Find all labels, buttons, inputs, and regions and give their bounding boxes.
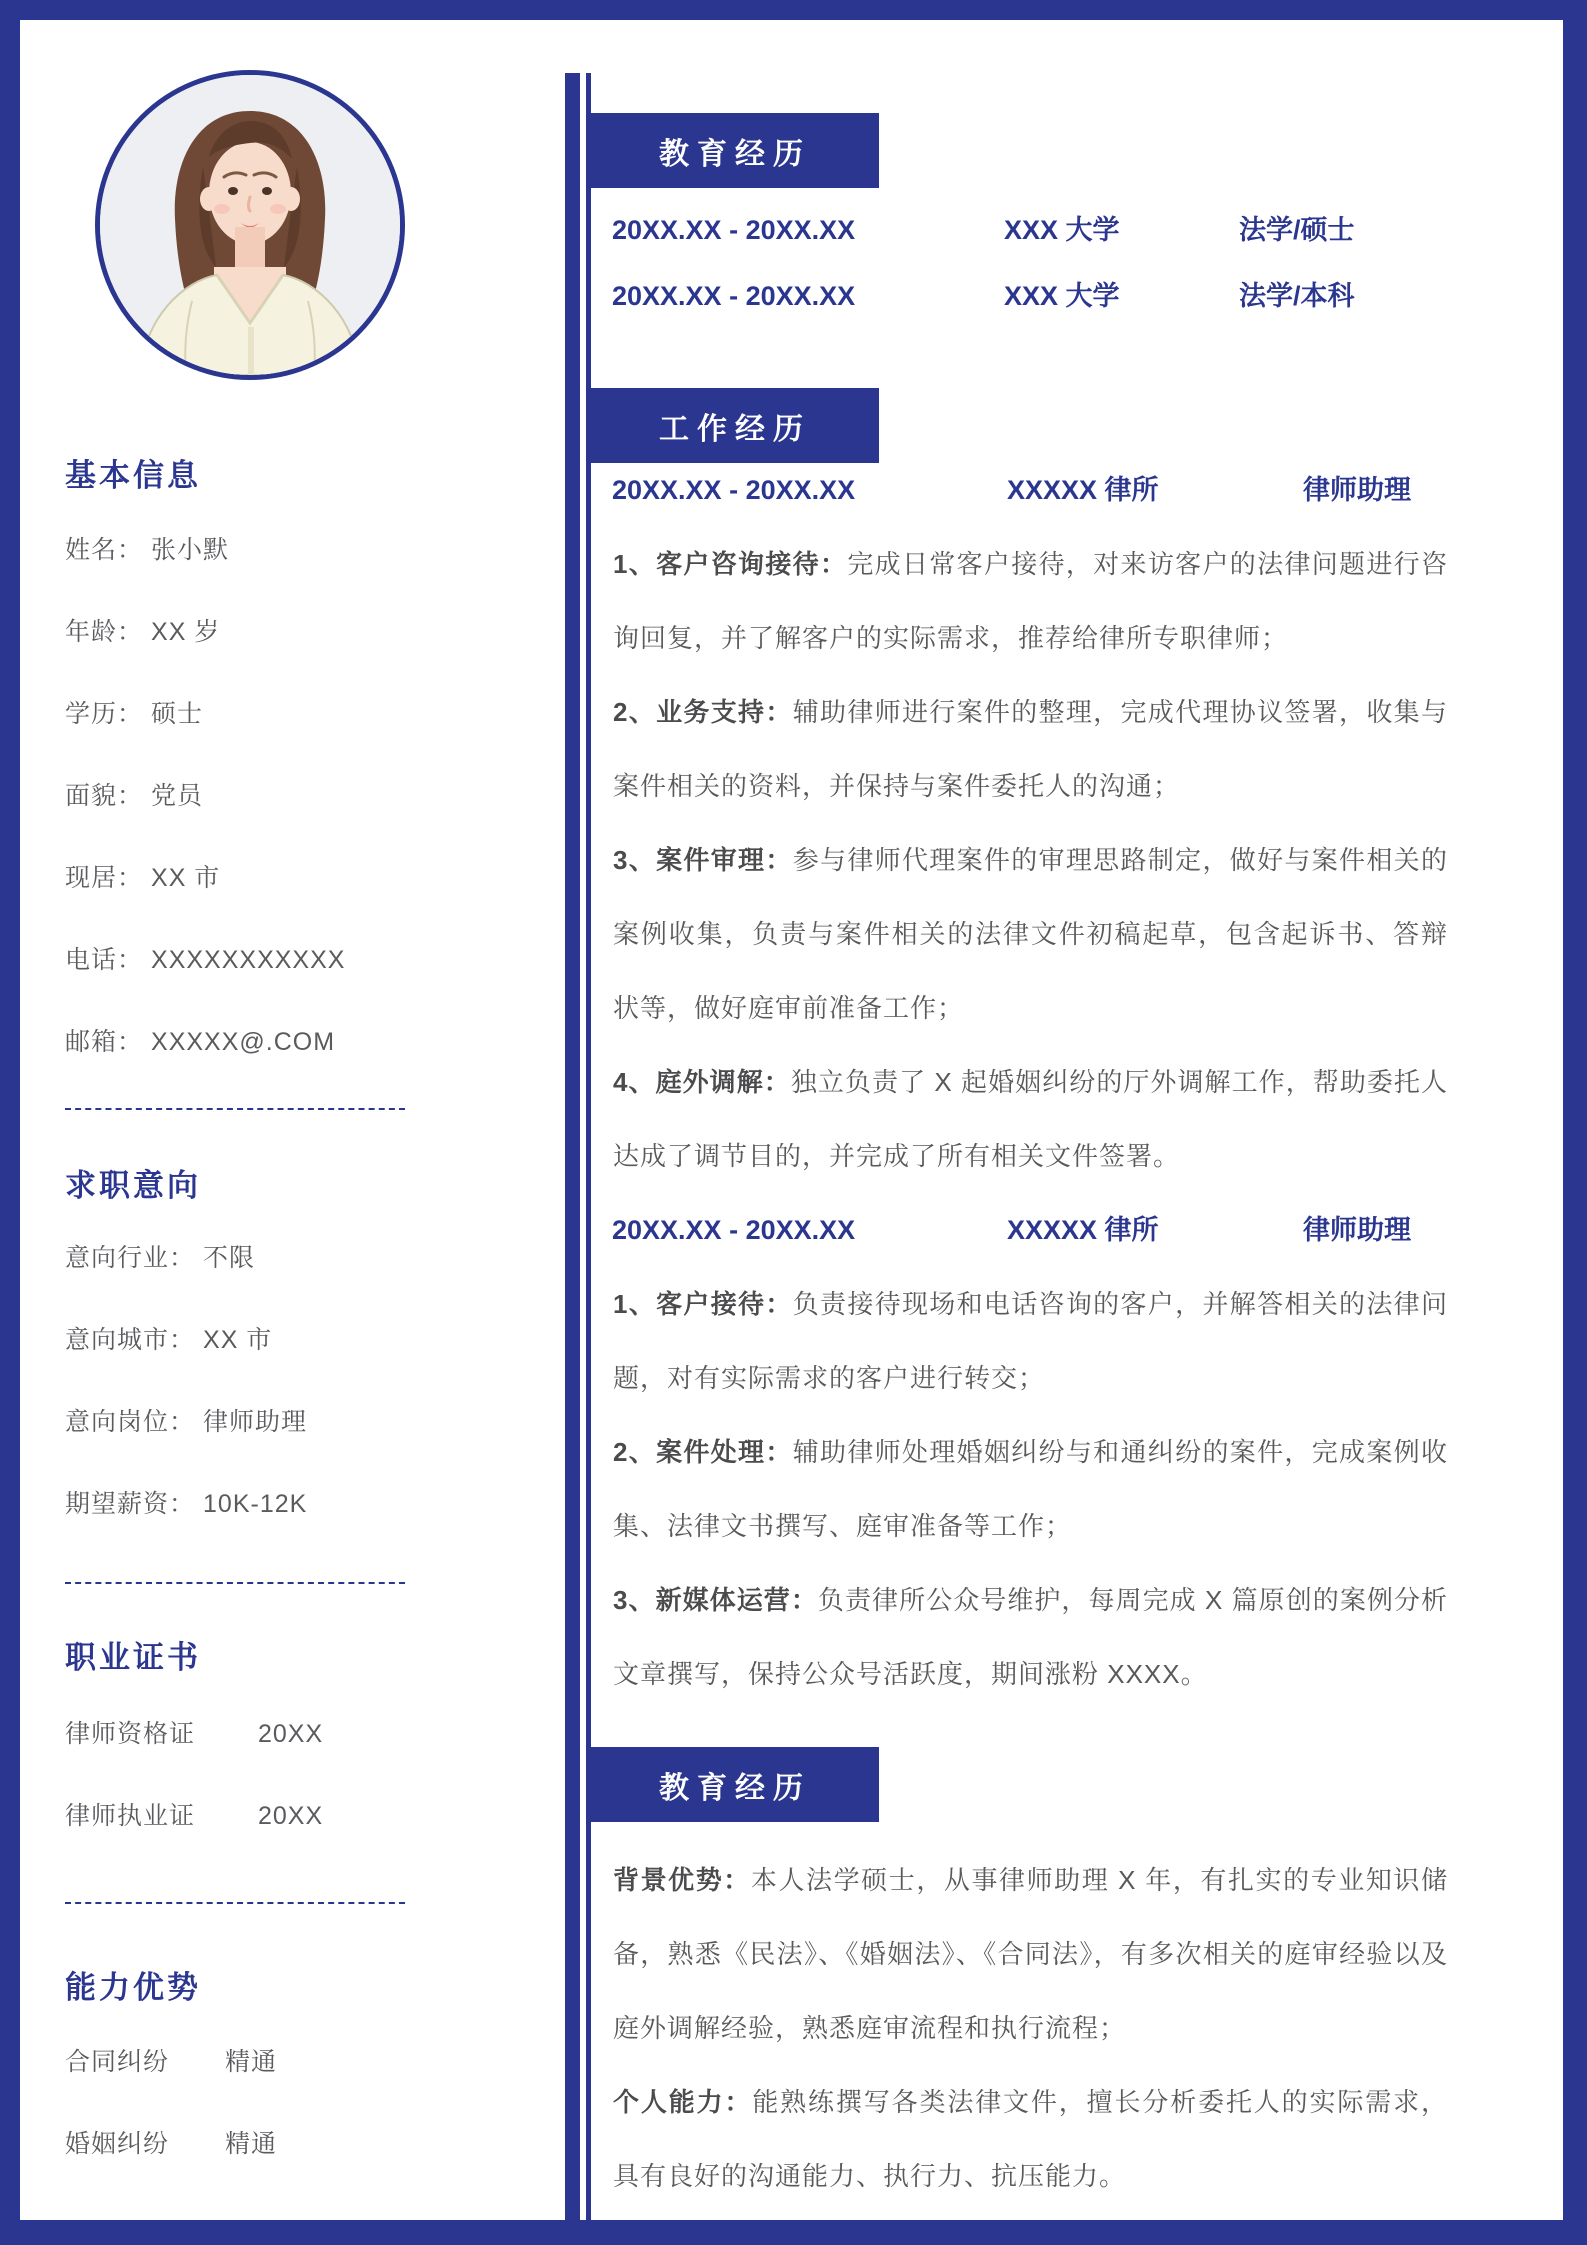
duty-lead: 4、庭外调解：: [613, 1067, 791, 1097]
intent-industry: [65, 1236, 410, 1280]
duty-item: [613, 1415, 1448, 1563]
work-period: 20XX.XX - 20XX.XX: [612, 1215, 856, 1245]
frame-border-left: [0, 0, 20, 2245]
intent-city: [65, 1318, 410, 1362]
ability-name: 合同纠纷: [65, 2048, 170, 2076]
duty-item: [613, 1267, 1448, 1415]
duty-lead: 3、案件审理：: [613, 845, 793, 875]
work-role: 律师助理: [1303, 1215, 1411, 1245]
evaluation-text: 能熟练撰写各类法律文件，擅长分析委托人的实际需求，具有良好的沟通能力、执行力、抗压能力。: [613, 2087, 1448, 2191]
duty-lead: 3、新媒体运营：: [613, 1585, 818, 1615]
basic-info-education: [65, 692, 410, 736]
evaluation-paragraph: [613, 2065, 1448, 2213]
basic-info-phone: [65, 938, 410, 982]
avatar-illustration-icon: [100, 75, 400, 375]
duty-item: [613, 1045, 1448, 1193]
evaluation-text: 本人法学硕士，从事律师助理 X 年，有扎实的专业知识储备，熟悉《民法》、《婚姻法》、《合同法》，有多次相关的庭审经验以及庭外调解经验，熟悉庭审流程和执行流程；: [613, 1865, 1448, 2043]
field-value: 10K-12K: [203, 1490, 308, 1518]
evaluation-paragraph: [613, 1843, 1448, 2065]
field-value: XX 市: [203, 1326, 273, 1354]
column-separator-thick: [565, 73, 580, 2220]
education-degree: 法学/本科: [1239, 281, 1355, 311]
duty-item: [613, 675, 1448, 823]
work-duties: [613, 1267, 1448, 1711]
field-value: 律师助理: [203, 1408, 308, 1436]
basic-info-email: [65, 1020, 410, 1064]
field-value: XX 岁: [151, 618, 221, 646]
basic-info-age: [65, 610, 410, 654]
section-title-job-intent: 求职意向: [65, 1168, 201, 1203]
basic-info-city: [65, 856, 410, 900]
field-value: 党员: [151, 782, 204, 810]
frame-border-right: [1563, 0, 1587, 2245]
field-value: 张小默: [151, 536, 230, 564]
frame-border-top: [0, 0, 1587, 20]
section-title-abilities: 能力优势: [65, 1970, 201, 2005]
section-title-certificates: 职业证书: [65, 1640, 201, 1675]
section-header-work: 工作经历: [591, 388, 879, 463]
certificate-name: 律师资格证: [65, 1720, 196, 1748]
duty-text: 参与律师代理案件的审理思路制定，做好与案件相关的案例收集，负责与案件相关的法律文件初稿起草，包含起诉书、答辩状等，做好庭审前准备工作；: [613, 845, 1448, 1023]
field-label: 意向岗位：: [65, 1408, 196, 1436]
frame-border-bottom: [0, 2220, 1587, 2245]
divider: [65, 1108, 405, 1110]
basic-info-name: [65, 528, 410, 572]
evaluation-lead: 背景优势：: [613, 1865, 751, 1895]
divider: [65, 1902, 405, 1904]
education-row: [612, 274, 1472, 318]
duty-text: 负责律所公众号维护，每周完成 X 篇原创的案例分析文章撰写，保持公众号活跃度，期间涨粉 XXXX。: [613, 1585, 1448, 1689]
duty-lead: 2、业务支持：: [613, 697, 793, 727]
certificate-row: [65, 1794, 410, 1838]
certificate-year: 20XX: [258, 1802, 324, 1830]
duty-text: 辅助律师处理婚姻纠纷与和通纠纷的案件，完成案例收集、法律文书撰写、庭审准备等工作；: [613, 1437, 1448, 1541]
work-company: XXXXX 律所: [1007, 1215, 1159, 1245]
section-title-basic-info: 基本信息: [65, 458, 201, 493]
duty-item: [613, 527, 1448, 675]
field-label: 姓名：: [65, 536, 144, 564]
work-company: XXXXX 律所: [1007, 475, 1159, 505]
intent-position: [65, 1400, 410, 1444]
education-period: 20XX.XX - 20XX.XX: [612, 215, 856, 245]
evaluation-lead: 个人能力：: [613, 2087, 753, 2117]
field-label: 面貌：: [65, 782, 144, 810]
self-evaluation-text: [613, 1843, 1448, 2213]
field-label: 学历：: [65, 700, 144, 728]
education-period: 20XX.XX - 20XX.XX: [612, 281, 856, 311]
work-row: [612, 1208, 1472, 1252]
duty-lead: 1、客户咨询接待：: [613, 549, 848, 579]
certificate-year: 20XX: [258, 1720, 324, 1748]
work-row: [612, 468, 1472, 512]
certificate-name: 律师执业证: [65, 1802, 196, 1830]
duty-item: [613, 1563, 1448, 1711]
education-school: XXX 大学: [1004, 215, 1120, 245]
field-value: XXXXX@.COM: [151, 1028, 336, 1056]
field-label: 电话：: [65, 946, 144, 974]
basic-info-political-status: [65, 774, 410, 818]
education-school: XXX 大学: [1004, 281, 1120, 311]
ability-row: [65, 2122, 410, 2166]
field-label: 期望薪资：: [65, 1490, 196, 1518]
education-row: [612, 208, 1472, 252]
work-period: 20XX.XX - 20XX.XX: [612, 475, 856, 505]
section-header-self-evaluation: 教育经历: [591, 1747, 879, 1822]
field-value: XX 市: [151, 864, 221, 892]
field-value: 不限: [203, 1244, 256, 1272]
duty-text: 负责接待现场和电话咨询的客户，并解答相关的法律问题，对有实际需求的客户进行转交；: [613, 1289, 1448, 1393]
avatar: [95, 70, 405, 380]
ability-level: 精通: [225, 2048, 278, 2076]
duty-text: 独立负责了 X 起婚姻纠纷的厅外调解工作，帮助委托人达成了调节目的，并完成了所有相关文件签署。: [613, 1067, 1448, 1171]
duty-text: 辅助律师进行案件的整理，完成代理协议签署，收集与案件相关的资料，并保持与案件委托人的沟通；: [613, 697, 1448, 801]
duty-lead: 2、案件处理：: [613, 1437, 793, 1467]
section-header-education: 教育经历: [591, 113, 879, 188]
ability-level: 精通: [225, 2130, 278, 2158]
education-degree: 法学/硕士: [1239, 215, 1355, 245]
intent-salary: [65, 1482, 410, 1526]
field-label: 意向城市：: [65, 1326, 196, 1354]
divider: [65, 1582, 405, 1584]
work-duties: [613, 527, 1448, 1193]
duty-item: [613, 823, 1448, 1045]
ability-row: [65, 2040, 410, 2084]
field-value: XXXXXXXXXXX: [151, 946, 346, 974]
field-value: 硕士: [151, 700, 204, 728]
duty-text: 完成日常客户接待，对来访客户的法律问题进行咨询回复，并了解客户的实际需求，推荐给律所专职律师；: [613, 549, 1448, 653]
field-label: 现居：: [65, 864, 144, 892]
certificate-row: [65, 1712, 410, 1756]
field-label: 年龄：: [65, 618, 144, 646]
field-label: 邮箱：: [65, 1028, 144, 1056]
duty-lead: 1、客户接待：: [613, 1289, 793, 1319]
work-role: 律师助理: [1303, 475, 1411, 505]
field-label: 意向行业：: [65, 1244, 196, 1272]
ability-name: 婚姻纠纷: [65, 2130, 170, 2158]
